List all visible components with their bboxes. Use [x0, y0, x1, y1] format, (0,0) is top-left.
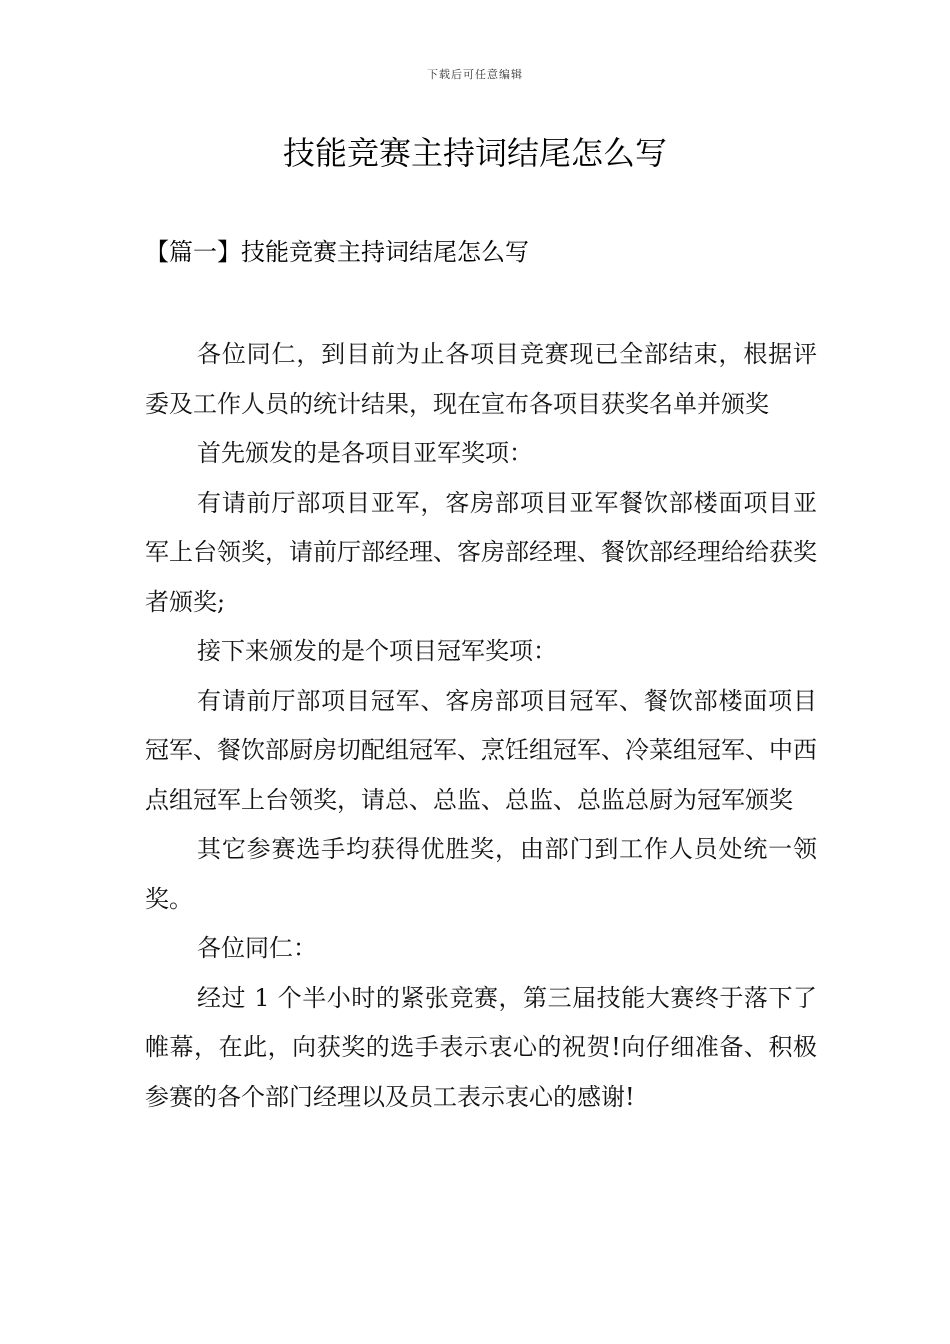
paragraph: 各位同仁，到目前为止各项目竞赛现已全部结束，根据评委及工作人员的统计结果，现在宣布各项目获奖名单并颁奖 — [145, 340, 817, 418]
document-title: 技能竞赛主持词结尾怎么写 — [282, 134, 667, 172]
paragraph: 接下来颁发的是个项目冠军奖项： — [197, 637, 557, 665]
document-body — [145, 330, 817, 1122]
paragraph: 首先颁发的是各项目亚军奖项： — [197, 439, 533, 467]
paragraph: 各位同仁： — [197, 934, 317, 962]
paragraph: 其它参赛选手均获得优胜奖，由部门到工作人员处统一领奖。 — [145, 835, 817, 913]
page-header-note: 下载后可任意编辑 — [427, 68, 523, 81]
paragraph: 有请前厅部项目冠军、客房部项目冠军、餐饮部楼面项目冠军、餐饮部厨房切配组冠军、烹饪组冠军、冷菜组冠军、中西点组冠军上台领奖，请总、总监、总监、总监总厨为冠军颁奖 — [145, 686, 817, 814]
section-heading: 【篇一】技能竞赛主持词结尾怎么写 — [145, 238, 529, 266]
paragraph: 经过 1 个半小时的紧张竞赛，第三届技能大赛终于落下了帷幕，在此，向获奖的选手表示衷心的祝贺!向仔细准备、积极参赛的各个部门经理以及员工表示衷心的感谢! — [145, 983, 817, 1111]
paragraph: 有请前厅部项目亚军，客房部项目亚军餐饮部楼面项目亚军上台领奖，请前厅部经理、客房部经理、餐饮部经理给给获奖者颁奖; — [145, 488, 817, 616]
